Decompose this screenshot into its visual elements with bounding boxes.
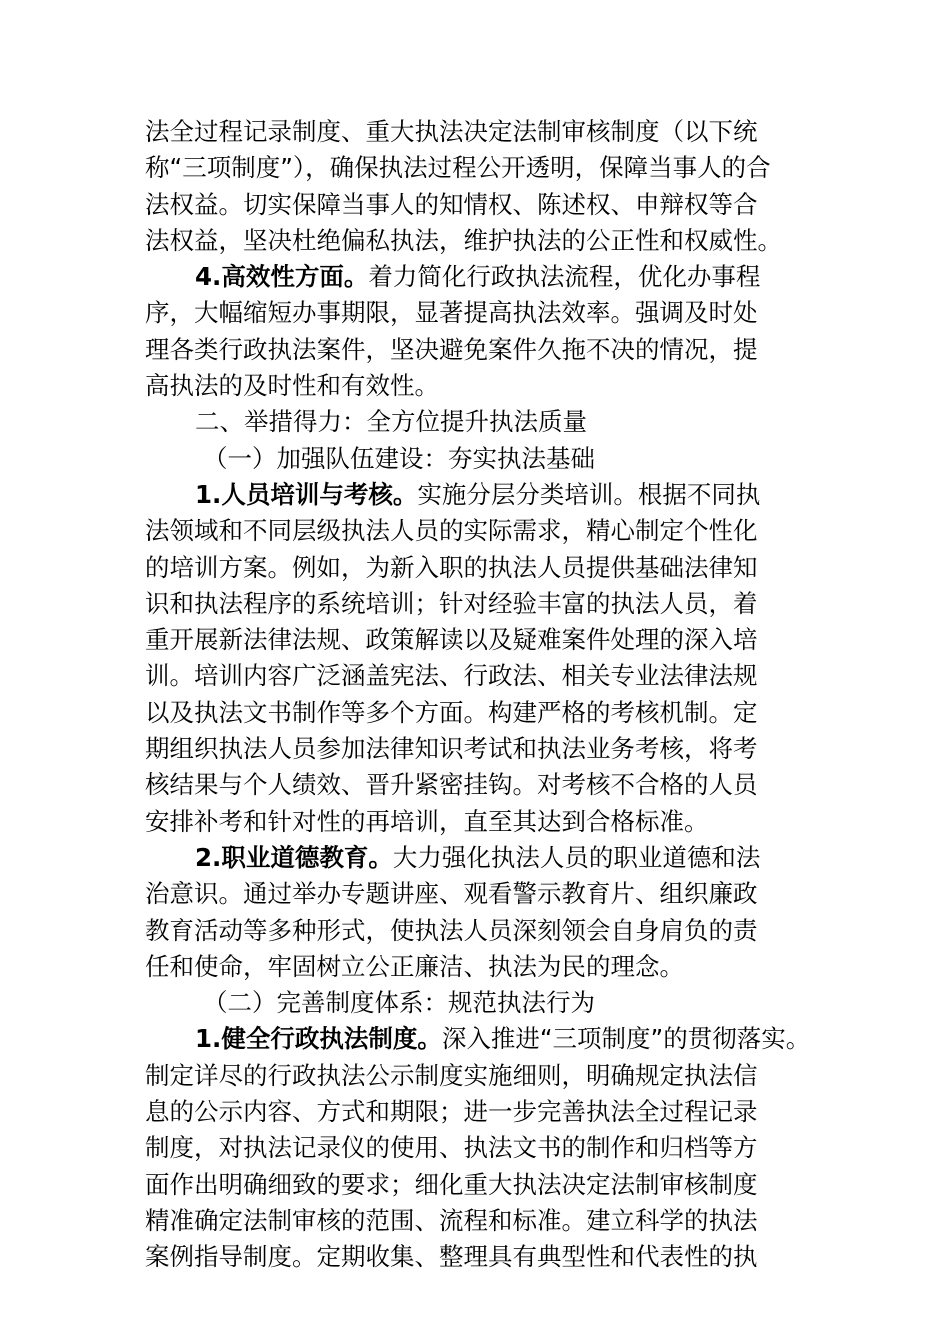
paragraph-heading-line — [145, 1021, 810, 1057]
text-line: 制定详尽的行政执法公示制度实施细则，明确规定执法信 — [145, 1060, 758, 1090]
text-line: 理各类行政执法案件，坚决避免案件久拖不决的情况，提 — [145, 334, 758, 364]
text-line: 法领域和不同层级执法人员的实际需求，精心制定个性化 — [145, 516, 758, 546]
paragraph-heading-line — [145, 477, 810, 513]
text-line: 期组织执法人员参加法律知识考试和执法业务考核，将考 — [145, 734, 758, 764]
item-heading: 2.职业道德教育。 — [195, 842, 393, 872]
text-line: 案例指导制度。定期收集、整理具有典型性和代表性的执 — [145, 1242, 758, 1272]
text-line: 面作出明确细致的要求；细化重大执法决定法制审核制度 — [145, 1169, 758, 1199]
text-line: 制度，对执法记录仪的使用、执法文书的制作和归档等方 — [145, 1133, 758, 1163]
section-heading: 二、举措得力：全方位提升执法质量 — [195, 407, 587, 437]
text-line: 治意识。通过举办专题讲座、观看警示教育片、组织廉政 — [145, 879, 758, 909]
item-text: 实施分层分类培训。根据不同执 — [417, 479, 761, 509]
text-line: 法权益，坚决杜绝偏私执法，维护执法的公正性和权威性。 — [145, 225, 782, 255]
body-text — [145, 114, 810, 1276]
text-line: 安排补考和针对性的再培训，直至其达到合格标准。 — [145, 806, 709, 836]
subsection-heading: （二）完善制度体系：规范执法行为 — [203, 988, 595, 1018]
text-line: 训。培训内容广泛涵盖宪法、行政法、相关专业法律法规 — [145, 661, 758, 691]
item-heading: 1.人员培训与考核。 — [195, 479, 418, 509]
text-line: 教育活动等多种形式，使执法人员深刻领会自身肩负的责 — [145, 915, 758, 945]
text-line: 的培训方案。例如，为新入职的执法人员提供基础法律知 — [145, 552, 758, 582]
item-heading: 1.健全行政执法制度。 — [195, 1024, 442, 1054]
item-text: 着力简化行政执法流程，优化办事程 — [368, 262, 761, 292]
paragraph-heading-line — [145, 840, 810, 876]
text-line: 重开展新法律法规、政策解读以及疑难案件处理的深入培 — [145, 625, 758, 655]
item-text: 大力强化执法人员的职业道德和法 — [392, 842, 761, 872]
text-line: 以及执法文书制作等多个方面。构建严格的考核机制。定 — [145, 697, 758, 727]
text-line: 高执法的及时性和有效性。 — [145, 371, 439, 401]
text-line: 识和执法程序的系统培训；针对经验丰富的执法人员，着 — [145, 588, 758, 618]
item-heading: 4.高效性方面。 — [195, 262, 369, 292]
text-line: 序，大幅缩短办事期限，显著提高执法效率。强调及时处 — [145, 298, 758, 328]
text-line: 法权益。切实保障当事人的知情权、陈述权、申辩权等合 — [145, 189, 758, 219]
subsection-heading: （一）加强队伍建设：夯实执法基础 — [203, 443, 595, 473]
text-line: 息的公示内容、方式和期限；进一步完善执法全过程记录 — [145, 1097, 758, 1127]
text-line: 核结果与个人绩效、晋升紧密挂钩。对考核不合格的人员 — [145, 770, 758, 800]
item-text: 深入推进“三项制度”的贯彻落实。 — [441, 1024, 811, 1054]
text-line: 称“三项制度”），确保执法过程公开透明，保障当事人的合 — [145, 153, 771, 183]
text-line: 法全过程记录制度、重大执法决定法制审核制度（以下统 — [145, 117, 758, 146]
text-line: 任和使命，牢固树立公正廉洁、执法为民的理念。 — [145, 951, 684, 981]
text-line: 精准确定法制审核的范围、流程和标准。建立科学的执法 — [145, 1205, 758, 1235]
paragraph-heading-line — [145, 259, 810, 295]
